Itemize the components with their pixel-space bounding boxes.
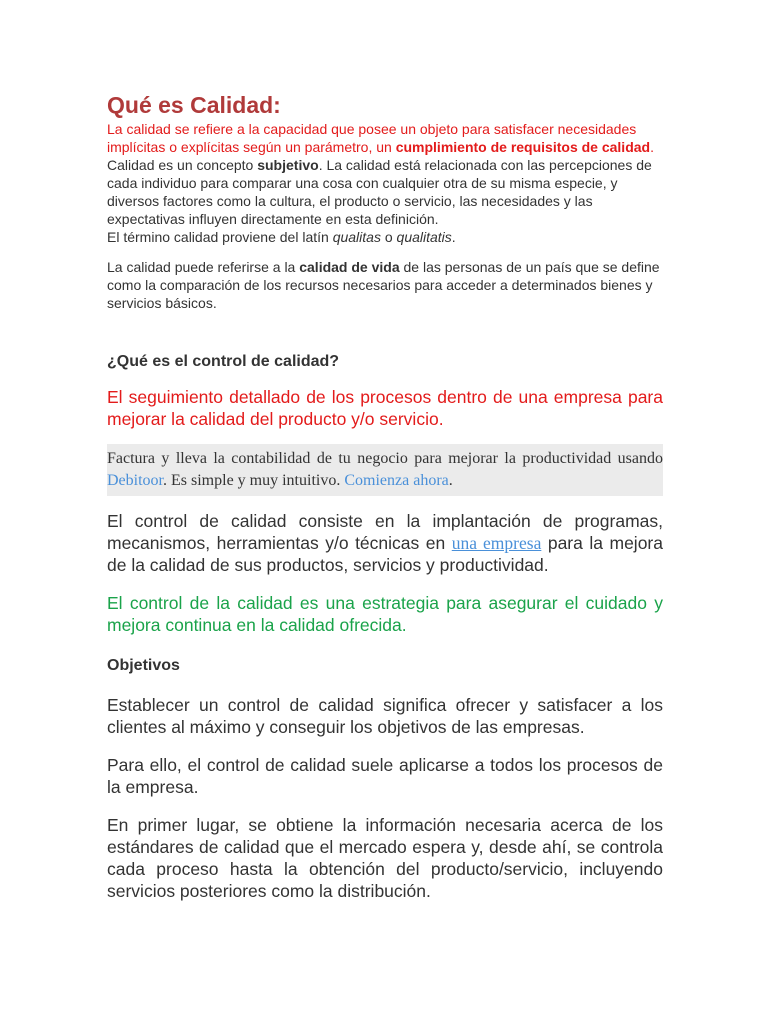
page-title: Qué es Calidad: <box>107 92 281 118</box>
document-page <box>107 90 663 902</box>
origin-or: o <box>380 229 397 245</box>
origin-italic-2: qualitatis <box>396 229 452 245</box>
origin-text: El término calidad proviene del latín <box>107 229 333 245</box>
spacer <box>107 430 663 444</box>
spacer <box>107 372 663 386</box>
objectives-paragraph-3: En primer lugar, se obtiene la información necesaria acerca de los estándares de calidad que el mercado espera y, desde ahí, se controla cada proceso hasta la obtención del producto/servicio, incluyendo servicios posteriores como la distribución. <box>107 815 663 901</box>
company-link[interactable]: una empresa <box>451 533 542 553</box>
strategy-paragraph: El control de la calidad es una estrategia para asegurar el cuidado y mejora continua en la calidad ofrecida. <box>107 593 663 635</box>
spacer <box>107 636 663 656</box>
promo-middle: . Es simple y muy intuitivo. <box>163 472 345 489</box>
origin-end: . <box>451 229 456 245</box>
intro-paragraph <box>107 120 663 156</box>
control-body-paragraph <box>107 510 663 576</box>
origin-paragraph <box>107 228 663 246</box>
life-quality-paragraph <box>107 258 663 312</box>
control-body-text: El control de calidad consiste en la implantación de programas, mecanismos, herramientas y/o técnicas en <box>107 511 663 553</box>
concept-text: Calidad es un concepto <box>107 157 258 173</box>
objectives-paragraph-1: Establecer un control de calidad significa ofrecer y satisfacer a los clientes al máximo y conseguir los objetivos de las empresas. <box>107 695 663 737</box>
control-heading: ¿Qué es el control de calidad? <box>107 353 340 370</box>
spacer <box>107 798 663 814</box>
spacer <box>107 496 663 510</box>
spacer <box>107 738 663 754</box>
control-body-rest: para la mejora de la calidad de sus productos, servicios y productividad. <box>107 533 663 575</box>
promo-end: . <box>448 472 453 489</box>
promo-box <box>107 444 663 496</box>
start-now-link[interactable]: Comienza ahora <box>344 472 449 489</box>
concept-bold: subjetivo <box>257 157 319 173</box>
objectives-paragraph-2: Para ello, el control de calidad suele aplicarse a todos los procesos de la empresa. <box>107 755 663 797</box>
life-quality-bold: calidad de vida <box>299 259 400 275</box>
objectives-heading: Objetivos <box>107 657 180 674</box>
life-quality-text: La calidad puede referirse a la <box>107 259 300 275</box>
concept-rest: . La calidad está relacionada con las percepciones de cada individuo para comparar una cosa con cualquier otra de su misma especie, y diversos factores como la cultura, el producto o servicio, las necesidades y las expectativas influyen directamente en esta definición. <box>107 157 652 227</box>
concept-paragraph <box>107 156 663 228</box>
intro-end: . <box>650 139 654 155</box>
debitoor-link[interactable]: Debitoor <box>107 472 163 489</box>
spacer <box>107 246 663 258</box>
spacer <box>107 576 663 592</box>
promo-text: Factura y lleva la contabilidad de tu negocio para mejorar la productividad usando <box>107 450 663 467</box>
intro-text: La calidad se refiere a la capacidad que posee un objeto para satisfacer necesidades implícitas o explícitas según un parámetro, un <box>107 121 637 155</box>
spacer <box>107 676 663 694</box>
spacer <box>107 312 663 352</box>
control-definition: El seguimiento detallado de los procesos dentro de una empresa para mejorar la calidad del producto y/o servicio. <box>107 387 663 429</box>
intro-bold: cumplimiento de requisitos de calidad <box>395 139 651 155</box>
origin-italic-1: qualitas <box>332 229 381 245</box>
life-quality-rest: de las personas de un país que se define como la comparación de los recursos necesarios para acceder a determinados bienes y servicios básicos. <box>107 259 660 311</box>
